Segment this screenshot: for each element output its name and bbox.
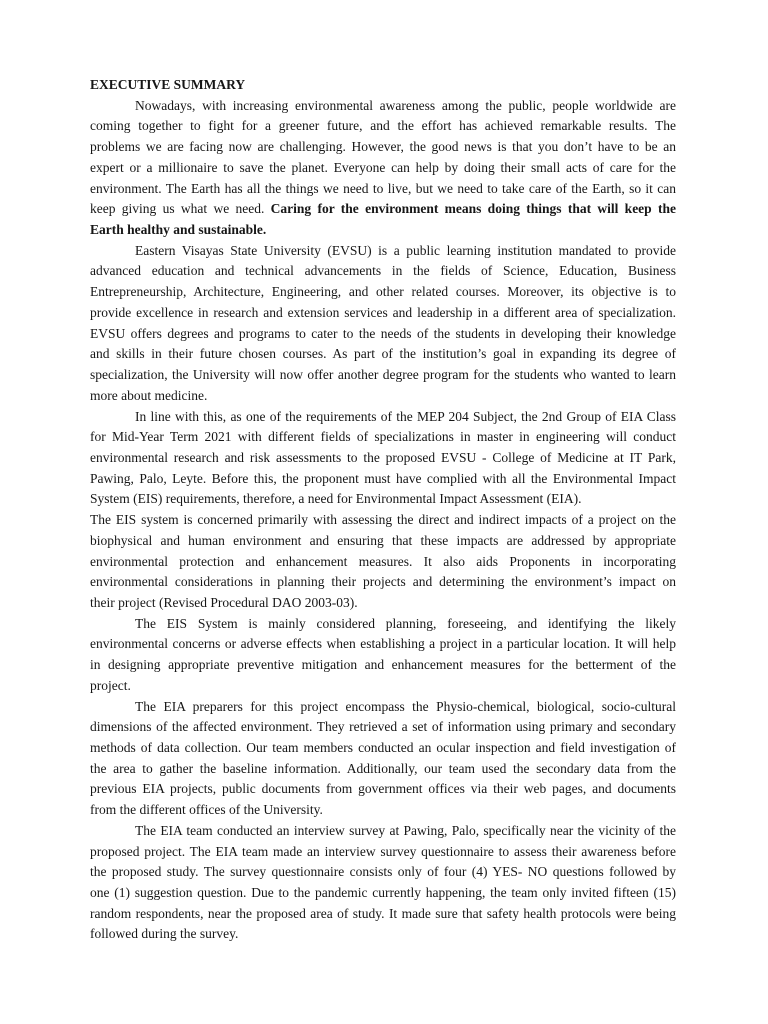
paragraph-line: in designing appropriate preventive mitigation and enhancement measures for the betterment of the <box>90 657 676 673</box>
paragraph-line: EVSU offers degrees and programs to cater to the needs of the students in developing their knowledge <box>90 325 676 341</box>
paragraph-line: In line with this, as one of the requirements of the MEP 204 Subject, the 2nd Group of EIA Class <box>135 408 676 424</box>
paragraph-1 <box>90 96 676 241</box>
emphasis-text: Caring for the environment means doing things that will keep the <box>270 201 676 217</box>
paragraph-line: environmental considerations in planning their projects and determining the environment’s impact on <box>90 574 676 590</box>
paragraph-line: from the different offices of the University. <box>90 802 323 818</box>
paragraph-line: environmental research and risk assessments to the proposed EVSU - College of Medicine at IT Park, <box>90 449 676 465</box>
emphasis-text: Earth healthy and sustainable. <box>90 222 267 238</box>
paragraph-line: coming together to fight for a greener future, and the effort has achieved remarkable results. The <box>90 118 676 134</box>
paragraph-line: for Mid-Year Term 2021 with different fields of specializations in master in engineering will conduct <box>90 429 676 445</box>
paragraph-3 <box>90 407 676 511</box>
document-page <box>90 75 676 945</box>
paragraph-line: proposed project. The EIA team made an interview survey questionnaire to assess their awareness before <box>90 843 676 859</box>
paragraph-line: dimensions of the affected environment. They retrieved a set of information using primary and secondary <box>90 719 676 735</box>
paragraph-line: The EIS system is concerned primarily with assessing the direct and indirect impacts of a project on the <box>90 512 676 528</box>
paragraph-line <box>90 199 676 220</box>
paragraph-line: followed during the survey. <box>90 926 239 942</box>
paragraph-line: more about medicine. <box>90 387 208 403</box>
paragraph-line: project. <box>90 677 131 693</box>
paragraph-line: Pawing, Palo, Leyte. Before this, the proponent must have complied with all the Environmental Impact <box>90 470 676 486</box>
line-text: keep giving us what we need. <box>90 201 265 217</box>
paragraph-4 <box>90 510 676 614</box>
paragraph-line: problems we are facing now are challenging. However, the good news is that you don’t have to be an <box>90 139 676 155</box>
paragraph-line: advanced education and technical advancements in the fields of Science, Education, Business <box>90 263 676 279</box>
paragraph-line: specialization, the University will now offer another degree program for the students who wanted to learn <box>90 367 676 383</box>
paragraph-line: The EIA preparers for this project encompass the Physio-chemical, biological, socio-cultural <box>135 698 676 714</box>
paragraph-line: biophysical and human environment and ensuring that these impacts are addressed by appropriate <box>90 532 676 548</box>
paragraph-line: the proposed study. The survey questionnaire consists only of four (4) YES- NO questions followed by <box>90 864 676 880</box>
paragraph-2 <box>90 241 676 407</box>
paragraph-5 <box>90 614 676 697</box>
paragraph-line: expert or a millionaire to save the planet. Everyone can help by doing their small acts of care for the <box>90 159 676 175</box>
section-heading: EXECUTIVE SUMMARY <box>90 77 246 92</box>
paragraph-line: and skills in their future chosen courses. As part of the institution’s goal in expanding its degree of <box>90 346 676 362</box>
paragraph-line <box>90 220 676 241</box>
paragraph-line: Eastern Visayas State University (EVSU) is a public learning institution mandated to provide <box>135 242 676 258</box>
paragraph-line: random respondents, near the proposed area of study. It made sure that safety health protocols were being <box>90 905 676 921</box>
paragraph-line: System (EIS) requirements, therefore, a need for Environmental Impact Assessment (EIA). <box>90 491 582 507</box>
paragraph-line: their project (Revised Procedural DAO 2003-03). <box>90 594 358 610</box>
paragraph-line: environment. The Earth has all the things we need to live, but we need to take care of the Earth, so it can <box>90 180 676 196</box>
paragraph-line: previous EIA projects, public documents from government offices via their web pages, and documents <box>90 781 676 797</box>
paragraph-line: the area to gather the baseline information. Additionally, our team used the secondary data from the <box>90 760 676 776</box>
paragraph-7 <box>90 821 676 945</box>
paragraph-line: one (1) suggestion question. Due to the pandemic currently happening, the team only invited fifteen (15) <box>90 885 676 901</box>
paragraph-line: The EIS System is mainly considered planning, foreseeing, and identifying the likely <box>135 615 676 631</box>
paragraph-line: The EIA team conducted an interview survey at Pawing, Palo, specifically near the vicinity of the <box>135 822 676 838</box>
paragraph-6 <box>90 697 676 821</box>
paragraph-line: Nowadays, with increasing environmental awareness among the public, people worldwide are <box>135 97 676 113</box>
paragraph-line: Entrepreneurship, Architecture, Engineering, and other related courses. Moreover, its objective is to <box>90 284 676 300</box>
paragraph-line: methods of data collection. Our team members conducted an ocular inspection and field investigation of <box>90 740 676 755</box>
paragraph-line: environmental concerns or adverse effects when establishing a project in a particular location. It will help <box>90 636 676 652</box>
paragraph-line: environmental protection and enhancement measures. It also aids Proponents in incorporating <box>90 553 676 569</box>
paragraph-line: provide excellence in research and extension services and leadership in a different area of specialization. <box>90 304 676 320</box>
